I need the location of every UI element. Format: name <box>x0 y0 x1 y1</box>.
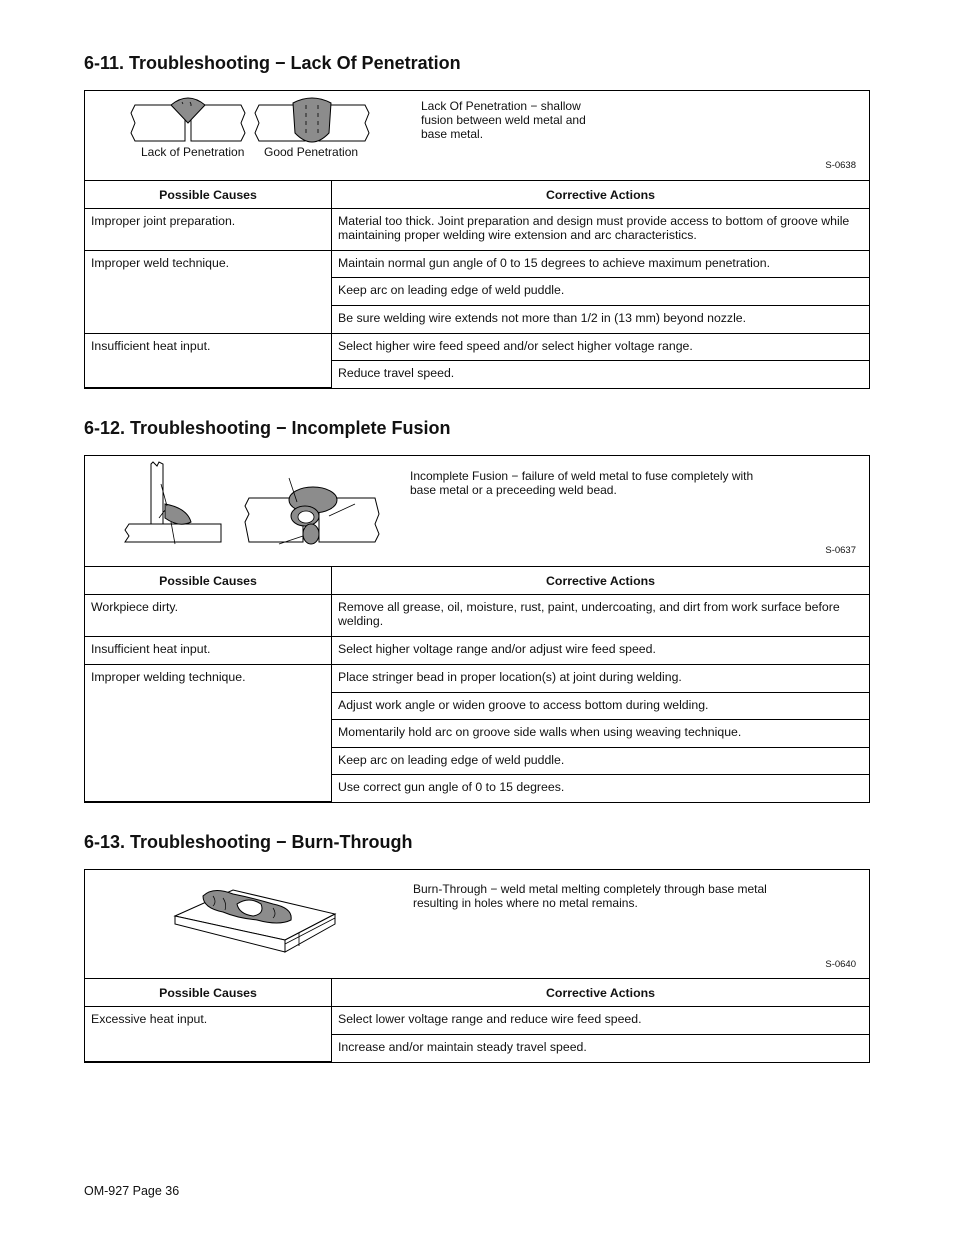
action-cell: Momentarily hold arc on groove side walls when using weaving technique. <box>332 720 870 748</box>
action-cell: Maintain normal gun angle of 0 to 15 degrees to achieve maximum penetration. <box>332 251 870 278</box>
section-6-13 <box>84 869 870 1063</box>
action-cell: Remove all grease, oil, moisture, rust, paint, undercoating, and dirt from work surface before welding. <box>332 595 870 637</box>
action-cell: Keep arc on leading edge of weld puddle. <box>332 278 870 306</box>
section-title-6-11: 6-11. Troubleshooting − Lack Of Penetration <box>84 53 461 73</box>
figure-code: S-0638 <box>825 160 856 171</box>
page-footer: OM-927 Page 36 <box>84 1184 180 1198</box>
action-cell: Reduce travel speed. <box>332 361 870 388</box>
header-possible-causes: Possible Causes <box>85 979 332 1007</box>
header-corrective-actions: Corrective Actions <box>332 979 870 1007</box>
illustration-panel <box>85 870 869 979</box>
cause-cell: Improper joint preparation. <box>85 209 332 251</box>
incomplete-fusion-diagram-icon <box>123 458 423 558</box>
action-cell: Adjust work angle or widen groove to access bottom during welding. <box>332 693 870 720</box>
description-line: base metal or a preceeding weld bead. <box>410 483 617 497</box>
action-cell: Keep arc on leading edge of weld puddle. <box>332 748 870 775</box>
description-line: Lack Of Penetration − shallow <box>421 99 581 113</box>
caption-lack-of-penetration: Lack of Penetration <box>141 145 245 159</box>
action-cell: Select lower voltage range and reduce wire feed speed. <box>332 1007 870 1035</box>
figure-code: S-0640 <box>825 959 856 970</box>
header-corrective-actions: Corrective Actions <box>332 567 870 595</box>
description-line: resulting in holes where no metal remains. <box>413 896 638 910</box>
action-cell: Select higher wire feed speed and/or select higher voltage range. <box>332 334 870 361</box>
section-6-12 <box>84 455 870 803</box>
description <box>410 469 753 497</box>
cause-cell: Insufficient heat input. <box>85 334 332 388</box>
burn-through-diagram-icon <box>173 874 353 964</box>
troubleshooting-table <box>85 181 869 388</box>
section-title-6-13: 6-13. Troubleshooting − Burn-Through <box>84 832 413 852</box>
header-corrective-actions: Corrective Actions <box>332 181 870 209</box>
troubleshooting-table <box>85 567 869 802</box>
cause-cell: Improper welding technique. <box>85 665 332 802</box>
troubleshooting-table <box>85 979 869 1062</box>
cause-cell: Excessive heat input. <box>85 1007 332 1062</box>
action-cell: Be sure welding wire extends not more than 1/2 in (13 mm) beyond nozzle. <box>332 306 870 334</box>
header-possible-causes: Possible Causes <box>85 181 332 209</box>
cause-cell: Workpiece dirty. <box>85 595 332 637</box>
action-cell: Increase and/or maintain steady travel speed. <box>332 1035 870 1062</box>
action-cell: Material too thick. Joint preparation and design must provide access to bottom of groove while maintaining proper welding wire extension and arc characteristics. <box>332 209 870 251</box>
figure-code: S-0637 <box>825 545 856 556</box>
description-line: base metal. <box>421 127 484 141</box>
action-cell: Use correct gun angle of 0 to 15 degrees. <box>332 775 870 802</box>
description-line: Burn-Through − weld metal melting completely through base metal <box>413 882 767 896</box>
illustration-panel <box>85 456 869 567</box>
header-possible-causes: Possible Causes <box>85 567 332 595</box>
action-cell: Place stringer bead in proper location(s) at joint during welding. <box>332 665 870 693</box>
cause-cell: Improper weld technique. <box>85 251 332 334</box>
description-line: fusion between weld metal and <box>421 113 586 127</box>
description-line: Incomplete Fusion − failure of weld metal to fuse completely with <box>410 469 754 483</box>
description <box>413 882 767 910</box>
description <box>421 99 586 141</box>
cause-cell: Insufficient heat input. <box>85 637 332 665</box>
section-title-6-12: 6-12. Troubleshooting − Incomplete Fusion <box>84 418 451 438</box>
illustration-panel <box>85 91 869 181</box>
section-6-11 <box>84 90 870 389</box>
action-cell: Select higher voltage range and/or adjust wire feed speed. <box>332 637 870 665</box>
caption-good-penetration: Good Penetration <box>264 145 359 159</box>
